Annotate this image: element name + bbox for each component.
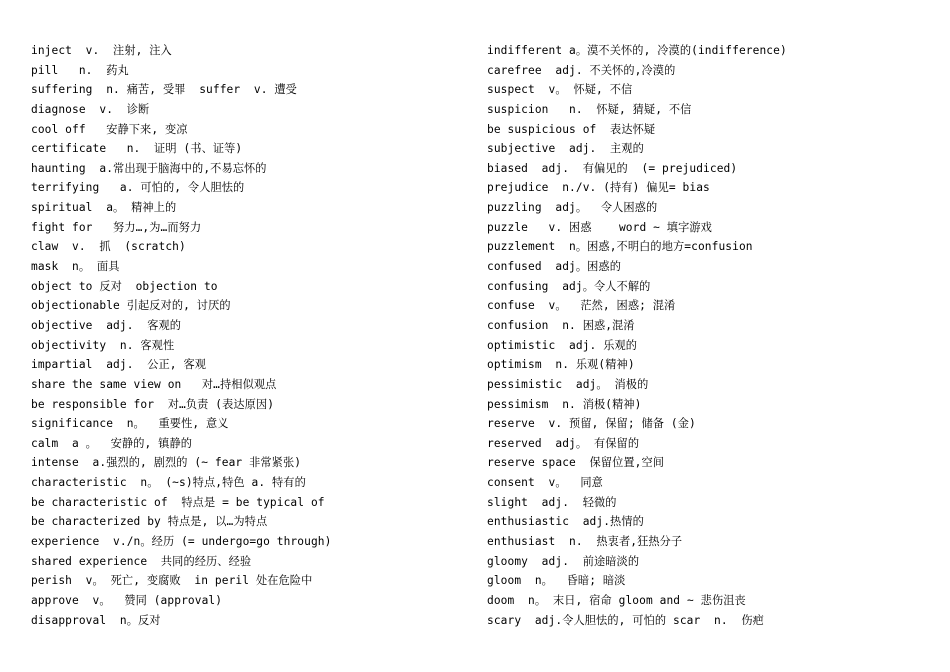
vocab-entry: diagnose v. 诊断	[31, 102, 150, 116]
vocab-entry: object to 反对 objection to	[31, 279, 218, 293]
vocab-entry: objectionable 引起反对的, 讨厌的	[31, 299, 231, 313]
vocab-entry: shared experience 共同的经历、经验	[31, 554, 252, 568]
vocab-entry: puzzle v. 困惑 word ~ 填字游戏	[487, 220, 712, 234]
vocab-entry: subjective adj. 主观的	[487, 142, 644, 156]
vocab-entry: terrifying a. 可怕的, 令人胆怯的	[31, 181, 245, 195]
vocab-entry: inject v. 注射, 注入	[31, 44, 172, 57]
vocab-entry: characteristic n。 (~s)特点,特色 a. 特有的	[31, 476, 306, 490]
right-vocabulary-column	[487, 41, 937, 630]
vocab-entry: pill n. 药丸	[31, 63, 129, 77]
vocab-entry: optimism n. 乐观(精神)	[487, 358, 635, 372]
vocab-entry: optimistic adj. 乐观的	[487, 338, 638, 352]
vocab-entry: cool off 安静下来, 变凉	[31, 122, 188, 136]
vocab-entry: suffering n. 痛苦, 受罪 suffer v. 遭受	[31, 83, 297, 97]
vocab-entry: intense a.强烈的, 剧烈的 (~ fear 非常紧张)	[31, 456, 302, 470]
vocab-entry: objectivity n. 客观性	[31, 338, 175, 352]
vocab-entry: suspicion n. 怀疑, 猜疑, 不信	[487, 102, 692, 116]
vocab-entry: consent v。 同意	[487, 476, 603, 490]
vocab-entry: suspect v。 怀疑, 不信	[487, 83, 633, 97]
vocab-entry: spiritual a。 精神上的	[31, 201, 177, 215]
vocab-entry: calm a 。 安静的, 镇静的	[31, 436, 193, 450]
vocab-entry: be responsible for 对…负责 (表达原因)	[31, 397, 275, 411]
vocab-entry: be characterized by 特点是, 以…为特点	[31, 515, 268, 529]
vocab-entry: share the same view on 对…持相似观点	[31, 377, 277, 391]
vocab-entry: reserve space 保留位置,空间	[487, 456, 665, 470]
vocab-entry: confused adj。困惑的	[487, 260, 622, 274]
vocab-entry: objective adj. 客观的	[31, 318, 182, 332]
vocab-entry: enthusiastic adj.热情的	[487, 515, 644, 529]
vocab-entry: be suspicious of 表达怀疑	[487, 122, 656, 136]
vocab-entry: slight adj. 轻微的	[487, 495, 617, 509]
vocab-entry: gloomy adj. 前途暗淡的	[487, 554, 640, 568]
vocab-entry: approve v。 赞同 (approval)	[31, 593, 223, 607]
vocab-entry: indifferent a。漠不关怀的, 冷漠的(indifference)	[487, 44, 787, 57]
vocab-entry: be characteristic of 特点是 = be typical of	[31, 495, 325, 509]
vocab-entry: pessimism n. 消极(精神)	[487, 397, 642, 411]
vocab-entry: certificate n. 证明 (书、证等)	[31, 142, 243, 156]
vocab-entry: fight for 努力…,为…而努力	[31, 220, 202, 234]
left-vocabulary-column	[31, 41, 471, 630]
vocab-entry: claw v. 抓 (scratch)	[31, 240, 186, 254]
vocab-entry: confusing adj。令人不解的	[487, 279, 651, 293]
vocab-entry: reserved adj。 有保留的	[487, 436, 640, 450]
vocab-entry: experience v./n。经历 (= undergo=go through)	[31, 535, 332, 549]
vocab-entry: puzzling adj。 令人困惑的	[487, 201, 658, 215]
vocab-entry: carefree adj. 不关怀的,冷漠的	[487, 63, 676, 77]
vocab-entry: gloom n。 昏暗; 暗淡	[487, 574, 626, 588]
vocab-entry: doom n。 末日, 宿命 gloom and ~ 悲伤沮丧	[487, 593, 746, 607]
vocab-entry: disapproval n。反对	[31, 613, 161, 627]
vocab-entry: enthusiast n. 热衷者,狂热分子	[487, 535, 683, 549]
vocab-entry: reserve v. 预留, 保留; 储备 (金)	[487, 417, 696, 431]
vocab-entry: scary adj.令人胆怯的, 可怕的 scar n. 伤疤	[487, 613, 764, 627]
vocab-entry: pessimistic adj。 消极的	[487, 377, 649, 391]
vocab-entry: perish v。 死亡, 变腐败 in peril 处在危险中	[31, 574, 313, 588]
vocab-entry: significance n。 重要性, 意义	[31, 417, 229, 431]
vocab-entry: prejudice n./v. (持有) 偏见= bias	[487, 181, 710, 195]
vocab-entry: puzzlement n。困惑,不明白的地方=confusion	[487, 240, 753, 254]
vocab-entry: mask n。 面具	[31, 260, 120, 274]
vocab-entry: biased adj. 有偏见的 (= prejudiced)	[487, 161, 738, 175]
vocab-entry: confusion n. 困惑,混淆	[487, 318, 635, 332]
vocab-entry: haunting a.常出现于脑海中的,不易忘怀的	[31, 161, 267, 175]
vocab-entry: confuse v。 茫然, 困惑; 混淆	[487, 299, 676, 313]
vocab-entry: impartial adj. 公正, 客观	[31, 358, 207, 372]
